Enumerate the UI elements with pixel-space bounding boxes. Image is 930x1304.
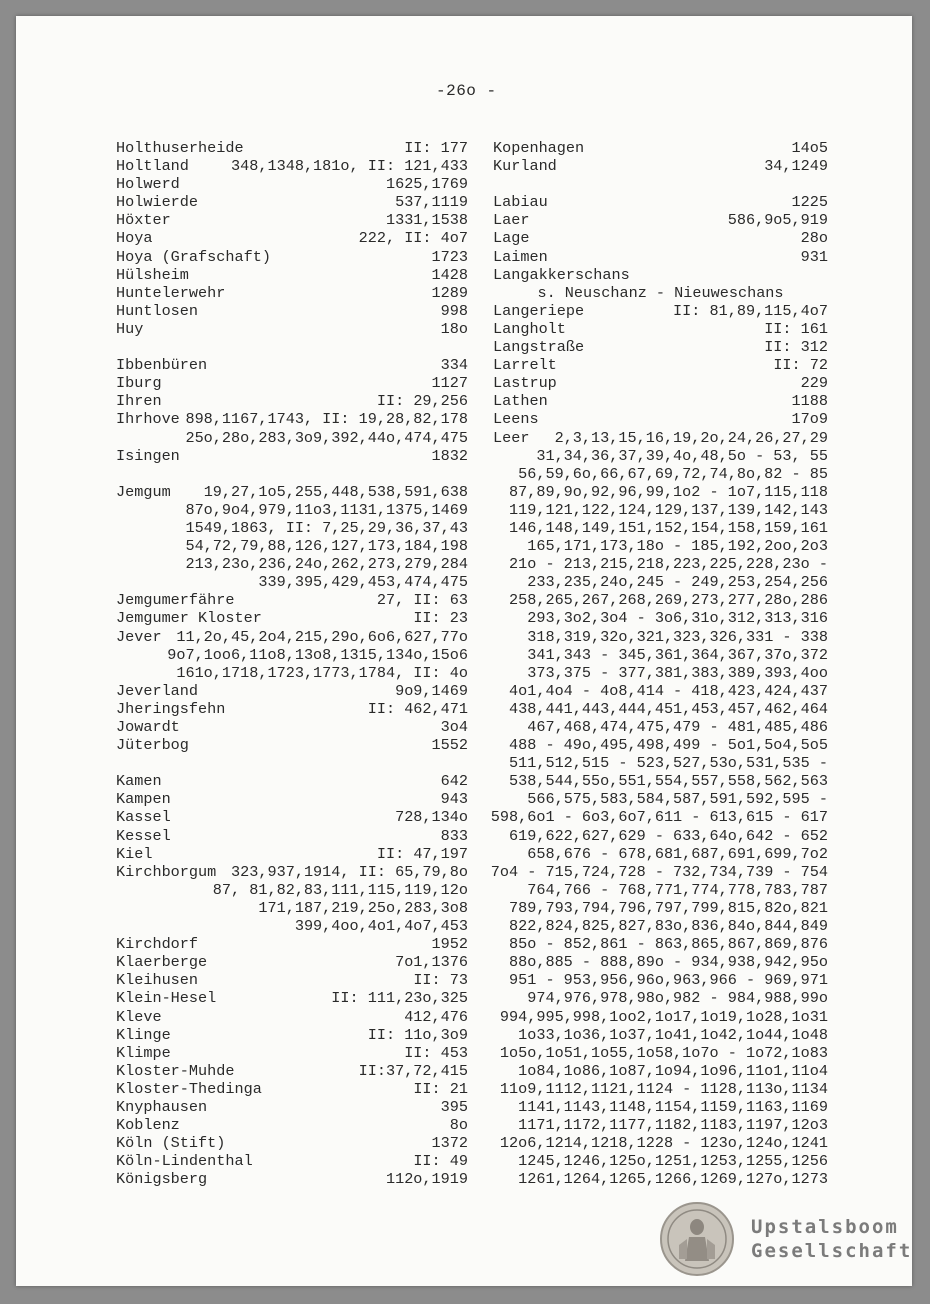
entry-place-name: Holwierde (116, 193, 199, 212)
entry-page-refs: 1549,1863, II: 7,25,29,36,37,43 (185, 518, 468, 537)
watermark (659, 1201, 919, 1281)
index-entry (116, 845, 468, 863)
index-entry (493, 1062, 828, 1080)
entry-page-refs: 1o84,1o86,1o87,1o94,1o96,11o1,11o4 (518, 1061, 828, 1080)
index-entry (493, 410, 828, 428)
entry-place-name: Jeverland (116, 681, 199, 700)
index-entry (493, 139, 828, 157)
entry-place-name: Hoya (116, 229, 153, 248)
entry-page-refs: II: 462,471 (367, 699, 468, 718)
entry-place-name: Lage (493, 229, 530, 248)
entry-page-refs: 1331,1538 (385, 211, 468, 230)
entry-page-refs: 1188 (791, 392, 828, 411)
entry-cross-reference: s. Neuschanz - Nieuweschans (537, 283, 784, 302)
entry-place-name: Höxter (116, 211, 171, 230)
entry-place-name: Kirchdorf (116, 935, 199, 954)
entry-page-refs: 1261,1264,1265,1266,1269,127o,1273 (518, 1170, 828, 1189)
entry-place-name: Köln (Stift) (116, 1134, 226, 1153)
index-entry (493, 935, 828, 953)
entry-page-refs: 323,937,1914, II: 65,79,8o (231, 862, 468, 881)
entry-page-refs: 566,575,583,584,587,591,592,595 - (527, 790, 828, 809)
index-entry (116, 573, 468, 591)
entry-page-refs: 511,512,515 - 523,527,53o,531,535 - (509, 754, 828, 773)
entry-page-refs: 974,976,978,98o,982 - 984,988,99o (527, 989, 828, 1008)
index-entry (116, 1080, 468, 1098)
index-entry (116, 501, 468, 519)
entry-page-refs: II: 73 (413, 971, 468, 990)
index-entry (116, 157, 468, 175)
entry-place-name: Hoya (Grafschaft) (116, 247, 271, 266)
entry-page-refs: 11,2o,45,2o4,215,29o,6o6,627,77o (176, 627, 468, 646)
index-entry (116, 537, 468, 555)
entry-page-refs: 467,468,474,475,479 - 481,485,486 (527, 718, 828, 736)
entry-page-refs: 31,34,36,37,39,4o,48,5o - 53, 55 (536, 446, 828, 465)
index-entry (493, 845, 828, 863)
index-entry (116, 338, 468, 356)
entry-page-refs: II: 21 (413, 1079, 468, 1098)
index-entry (493, 465, 828, 483)
seal-emblem-icon (659, 1201, 735, 1277)
index-entry (116, 754, 468, 772)
entry-page-refs: 642 (440, 772, 468, 791)
entry-page-refs: 213,23o,236,24o,262,273,279,284 (185, 555, 468, 574)
index-entry (493, 1026, 828, 1044)
entry-page-refs: 898,1167,1743, II: 19,28,82,178 (185, 410, 468, 429)
entry-page-refs: 538,544,55o,551,554,557,558,562,563 (509, 772, 828, 791)
watermark-text (751, 1215, 912, 1263)
entry-place-name: Königsberg (116, 1170, 208, 1189)
index-entry (116, 935, 468, 953)
entry-place-name: Kloster-Thedinga (116, 1079, 262, 1098)
entry-place-name: Jheringsfehn (116, 699, 226, 718)
entry-page-refs: 764,766 - 768,771,774,778,783,787 (527, 880, 828, 899)
entry-page-refs: 1127 (431, 374, 468, 393)
index-entry (493, 591, 828, 609)
entry-page-refs: II: 111,23o,325 (331, 989, 468, 1008)
index-entry (493, 1134, 828, 1152)
entry-page-refs: 1o5o,1o51,1o55,1o58,1o7o - 1o72,1o83 (499, 1043, 828, 1062)
entry-page-refs: II: 49 (413, 1152, 468, 1171)
index-entry (116, 772, 468, 790)
index-entry (116, 1044, 468, 1062)
index-entry (493, 302, 828, 320)
index-entry (493, 555, 828, 573)
entry-page-refs: 488 - 49o,495,498,499 - 5o1,5o4,5o5 (509, 736, 828, 755)
index-entry (116, 175, 468, 193)
entry-page-refs: 3o4 (440, 718, 468, 736)
index-entry (493, 646, 828, 664)
index-entry (116, 863, 468, 881)
entry-page-refs: 56,59,6o,66,67,69,72,74,8o,82 - 85 (518, 464, 828, 483)
entry-place-name: Ihrhove (116, 410, 180, 429)
entry-page-refs: 537,1119 (395, 193, 468, 212)
entry-place-name: Langstraße (493, 338, 585, 357)
index-entry (116, 808, 468, 826)
entry-page-refs: 438,441,443,444,451,453,457,462,464 (509, 699, 828, 718)
entry-place-name: Kleihusen (116, 971, 199, 990)
entry-page-refs: 87, 81,82,83,111,115,119,12o (212, 880, 468, 899)
index-entry (116, 465, 468, 483)
entry-page-refs: 395 (440, 1097, 468, 1116)
entry-place-name: Klaerberge (116, 953, 208, 972)
entry-page-refs: 85o - 852,861 - 863,865,867,869,876 (509, 935, 828, 954)
entry-page-refs: 943 (440, 790, 468, 809)
index-entry (493, 881, 828, 899)
entry-place-name: Knyphausen (116, 1097, 208, 1116)
index-entry (116, 881, 468, 899)
index-entry (493, 501, 828, 519)
entry-page-refs: 1552 (431, 736, 468, 755)
entry-place-name: Klinge (116, 1025, 171, 1044)
entry-page-refs: 1625,1769 (385, 175, 468, 194)
index-entry (493, 917, 828, 935)
index-entry (116, 736, 468, 754)
index-entry (493, 519, 828, 537)
entry-page-refs: 1952 (431, 935, 468, 954)
entry-place-name: Jever (116, 627, 162, 646)
index-entry (493, 356, 828, 374)
index-entry (493, 718, 828, 736)
entry-place-name: Kurland (493, 157, 557, 176)
entry-page-refs: 728,134o (395, 808, 468, 827)
entry-page-refs: 1o33,1o36,1o37,1o41,1o42,1o44,1o48 (518, 1025, 828, 1044)
entry-page-refs: 21o - 213,215,218,223,225,228,23o - (509, 555, 828, 574)
entry-place-name: Larrelt (493, 356, 557, 375)
entry-place-name: Labiau (493, 193, 548, 212)
entry-page-refs: 1225 (791, 193, 828, 212)
entry-page-refs: 789,793,794,796,797,799,815,82o,821 (509, 898, 828, 917)
entry-place-name: Klimpe (116, 1043, 171, 1062)
index-entry (116, 320, 468, 338)
index-entry (493, 248, 828, 266)
entry-page-refs: 1171,1172,1177,1182,1183,1197,12o3 (518, 1116, 828, 1135)
index-entry (116, 790, 468, 808)
index-entry (116, 646, 468, 664)
index-entry (493, 736, 828, 754)
index-entry (493, 1098, 828, 1116)
entry-page-refs: 1141,1143,1148,1154,1159,1163,1169 (518, 1097, 828, 1116)
entry-place-name: Kloster-Muhde (116, 1061, 235, 1080)
entry-page-refs: 19,27,1o5,255,448,538,591,638 (203, 482, 468, 501)
entry-page-refs: 399,4oo,4o1,4o7,453 (294, 917, 468, 936)
entry-place-name: Laimen (493, 247, 548, 266)
entry-place-name: Hülsheim (116, 265, 189, 284)
index-entry (493, 790, 828, 808)
entry-place-name: Kopenhagen (493, 139, 585, 157)
entry-place-name: Jemgumer Kloster (116, 609, 262, 628)
index-entry (116, 609, 468, 627)
entry-page-refs: II: 23 (413, 609, 468, 628)
index-entry (116, 1152, 468, 1170)
index-entry (116, 429, 468, 447)
entry-page-refs: 1372 (431, 1134, 468, 1153)
entry-page-refs: 598,6o1 - 6o3,6o7,611 - 613,615 - 617 (490, 808, 828, 827)
index-entry (116, 519, 468, 537)
index-entry (493, 1008, 828, 1026)
index-entry (116, 248, 468, 266)
entry-page-refs: 9o9,1469 (395, 681, 468, 700)
entry-page-refs: II:37,72,415 (358, 1061, 468, 1080)
entry-page-refs: 619,622,627,629 - 633,64o,642 - 652 (509, 826, 828, 845)
entry-page-refs: 833 (440, 826, 468, 845)
index-entry (116, 827, 468, 845)
entry-page-refs: II: 72 (773, 356, 828, 375)
index-entry (493, 1152, 828, 1170)
entry-page-refs: II: 29,256 (376, 392, 468, 411)
entry-page-refs: II: 81,89,115,4o7 (673, 301, 828, 320)
entry-page-refs: 229 (800, 374, 828, 393)
entry-place-name: Kessel (116, 826, 171, 845)
index-entry (116, 266, 468, 284)
entry-page-refs: 11o9,1112,1121,1124 - 1128,113o,1134 (499, 1079, 828, 1098)
index-entry (116, 700, 468, 718)
index-entry (493, 266, 828, 284)
entry-place-name: Huy (116, 319, 144, 338)
entry-page-refs: 1832 (431, 446, 468, 465)
index-entry (116, 1170, 468, 1188)
index-entry (493, 827, 828, 845)
index-entry (493, 175, 828, 193)
entry-page-refs: 8o (449, 1116, 468, 1135)
entry-page-refs: 951 - 953,956,96o,963,966 - 969,971 (509, 971, 828, 990)
index-entry (493, 483, 828, 501)
index-entry (116, 899, 468, 917)
entry-page-refs: II: 453 (404, 1043, 468, 1062)
entry-page-refs: 586,9o5,919 (727, 211, 828, 230)
entry-page-refs: 1289 (431, 283, 468, 302)
index-entry (493, 374, 828, 392)
entry-page-refs: 334 (440, 356, 468, 375)
entry-place-name: Jowardt (116, 718, 180, 736)
entry-page-refs: 25o,28o,283,3o9,392,44o,474,475 (185, 428, 468, 447)
index-entry (116, 392, 468, 410)
index-entry (493, 1116, 828, 1134)
entry-page-refs: 112o,1919 (385, 1170, 468, 1189)
entry-page-refs: II: 161 (764, 319, 828, 338)
index-entry (116, 628, 468, 646)
index-entry (493, 989, 828, 1007)
index-entry (493, 1080, 828, 1098)
entry-place-name: Jemgum (116, 482, 171, 501)
index-entry (116, 917, 468, 935)
entry-page-refs: 87o,9o4,979,11o3,1131,1375,1469 (185, 500, 468, 519)
index-entry (493, 628, 828, 646)
entry-page-refs: 34,1249 (764, 157, 828, 176)
entry-page-refs: 161o,1718,1723,1773,1784, II: 4o (176, 663, 468, 682)
entry-place-name: Huntlosen (116, 301, 199, 320)
document-page (16, 16, 912, 1286)
watermark-line-2: Gesellschaft (751, 1240, 913, 1262)
index-entry (116, 664, 468, 682)
index-column-left (116, 139, 468, 1188)
entry-place-name: Ihren (116, 392, 162, 411)
index-entry (493, 392, 828, 410)
index-entry (493, 682, 828, 700)
index-entry (116, 284, 468, 302)
index-entry (493, 193, 828, 211)
index-entry (116, 971, 468, 989)
index-entry (116, 1026, 468, 1044)
index-column-right (490, 139, 828, 1189)
index-entry (116, 302, 468, 320)
index-entry (493, 573, 828, 591)
entry-place-name: Langeriepe (493, 301, 585, 320)
index-entry (116, 1062, 468, 1080)
index-entry (490, 808, 828, 827)
entry-page-refs: II: 177 (404, 139, 468, 157)
index-entry (493, 284, 828, 302)
index-entry (493, 664, 828, 682)
index-entry (116, 718, 468, 736)
index-entry (116, 229, 468, 247)
entry-page-refs: 994,995,998,1oo2,1o17,1o19,1o28,1o31 (499, 1007, 828, 1026)
entry-place-name: Kassel (116, 808, 171, 827)
entry-page-refs: 54,72,79,88,126,127,173,184,198 (185, 537, 468, 556)
index-entry (493, 447, 828, 465)
entry-place-name: Holwerd (116, 175, 180, 194)
entry-page-refs: 348,1348,181o, II: 121,433 (231, 157, 468, 176)
entry-place-name: Jüterbog (116, 736, 189, 755)
entry-place-name: Kiel (116, 844, 153, 863)
entry-page-refs: 7o4 - 715,724,728 - 732,734,739 - 754 (490, 862, 828, 881)
entry-page-refs: 258,265,267,268,269,273,277,28o,286 (509, 591, 828, 610)
index-entry (116, 356, 468, 374)
entry-place-name: Langholt (493, 319, 566, 338)
entry-place-name: Jemgumerfähre (116, 591, 235, 610)
entry-page-refs: 27, II: 63 (376, 591, 468, 610)
index-entry (493, 429, 828, 447)
watermark-line-1: Upstalsboom (751, 1216, 899, 1238)
entry-place-name: Lathen (493, 392, 548, 411)
index-entry (116, 483, 468, 501)
index-entry (493, 537, 828, 555)
entry-page-refs: 2,3,13,15,16,19,2o,24,26,27,29 (554, 428, 828, 447)
entry-page-refs: 1245,1246,125o,1251,1253,1255,1256 (518, 1152, 828, 1171)
entry-page-refs: 373,375 - 377,381,383,389,393,4oo (527, 663, 828, 682)
entry-page-refs: II: 11o,3o9 (367, 1025, 468, 1044)
index-entry (116, 211, 468, 229)
entry-page-refs: 165,171,173,18o - 185,192,2oo,2o3 (527, 537, 828, 556)
index-entry (493, 229, 828, 247)
entry-place-name: Holthuserheide (116, 139, 244, 157)
index-entry (116, 447, 468, 465)
entry-page-refs: 88o,885 - 888,89o - 934,938,942,95o (509, 953, 828, 972)
index-entry (493, 1170, 828, 1188)
index-entry (116, 1008, 468, 1026)
entry-page-refs: 7o1,1376 (395, 953, 468, 972)
index-entry (116, 989, 468, 1007)
entry-place-name: Klein-Hesel (116, 989, 217, 1008)
index-entry (116, 953, 468, 971)
entry-page-refs: 14o5 (791, 139, 828, 157)
entry-page-refs: 318,319,32o,321,323,326,331 - 338 (527, 627, 828, 646)
page-number: -26o - (436, 82, 497, 100)
index-entry (493, 953, 828, 971)
index-entry (116, 555, 468, 573)
entry-place-name: Isingen (116, 446, 180, 465)
entry-page-refs: 12o6,1214,1218,1228 - 123o,124o,1241 (499, 1134, 828, 1153)
entry-page-refs: 17o9 (791, 410, 828, 429)
entry-page-refs: 28o (800, 229, 828, 248)
entry-place-name: Laer (493, 211, 530, 230)
index-entry (493, 211, 828, 229)
entry-page-refs: 658,676 - 678,681,687,691,699,7o2 (527, 844, 828, 863)
entry-place-name: Leer (493, 428, 530, 447)
index-entry (116, 1098, 468, 1116)
entry-page-refs: 293,3o2,3o4 - 3o6,31o,312,313,316 (527, 609, 828, 628)
index-entry (493, 320, 828, 338)
entry-page-refs: 146,148,149,151,152,154,158,159,161 (509, 518, 828, 537)
index-entry (493, 700, 828, 718)
entry-page-refs: 171,187,219,25o,283,3o8 (258, 898, 468, 917)
entry-place-name: Kampen (116, 790, 171, 809)
index-entry (493, 899, 828, 917)
index-entry (493, 609, 828, 627)
entry-page-refs: 9o7,1oo6,11o8,13o8,1315,134o,15o6 (167, 645, 468, 664)
index-entry (493, 338, 828, 356)
entry-page-refs: 222, II: 4o7 (358, 229, 468, 248)
entry-page-refs: 998 (440, 301, 468, 320)
entry-page-refs: 4o1,4o4 - 4o8,414 - 418,423,424,437 (509, 681, 828, 700)
entry-place-name: Langakkerschans (493, 265, 630, 284)
entry-place-name: Kamen (116, 772, 162, 791)
entry-page-refs: 341,343 - 345,361,364,367,37o,372 (527, 645, 828, 664)
index-entry (116, 193, 468, 211)
entry-place-name: Holtland (116, 157, 189, 176)
entry-place-name: Leens (493, 410, 539, 429)
entry-page-refs: 119,121,122,124,129,137,139,142,143 (509, 500, 828, 519)
entry-page-refs: 1428 (431, 265, 468, 284)
index-entry (116, 1134, 468, 1152)
index-entry (493, 971, 828, 989)
entry-place-name: Ibbenbüren (116, 356, 208, 375)
entry-page-refs: 412,476 (404, 1007, 468, 1026)
entry-page-refs: 931 (800, 247, 828, 266)
entry-place-name: Kleve (116, 1007, 162, 1026)
entry-place-name: Köln-Lindenthal (116, 1152, 253, 1171)
entry-page-refs: 87,89,9o,92,96,99,1o2 - 1o7,115,118 (509, 482, 828, 501)
entry-page-refs: 339,395,429,453,474,475 (258, 573, 468, 592)
entry-page-refs: II: 47,197 (376, 844, 468, 863)
entry-place-name: Kirchborgum (116, 862, 217, 881)
index-entry (116, 139, 468, 157)
index-entry (493, 1044, 828, 1062)
index-entry (116, 682, 468, 700)
entry-page-refs: II: 312 (764, 338, 828, 357)
entry-place-name: Koblenz (116, 1116, 180, 1135)
index-entry (116, 410, 468, 428)
entry-place-name: Lastrup (493, 374, 557, 393)
entry-page-refs: 1723 (431, 247, 468, 266)
index-entry (116, 374, 468, 392)
entry-place-name: Huntelerwehr (116, 283, 226, 302)
index-entry (493, 157, 828, 175)
index-entry (490, 862, 828, 881)
entry-place-name: Iburg (116, 374, 162, 393)
index-entry (116, 591, 468, 609)
entry-page-refs: 233,235,24o,245 - 249,253,254,256 (527, 573, 828, 592)
index-entry (116, 1116, 468, 1134)
entry-page-refs: 18o (440, 319, 468, 338)
index-entry (493, 772, 828, 790)
index-entry (493, 754, 828, 772)
entry-page-refs: 822,824,825,827,83o,836,84o,844,849 (509, 917, 828, 936)
